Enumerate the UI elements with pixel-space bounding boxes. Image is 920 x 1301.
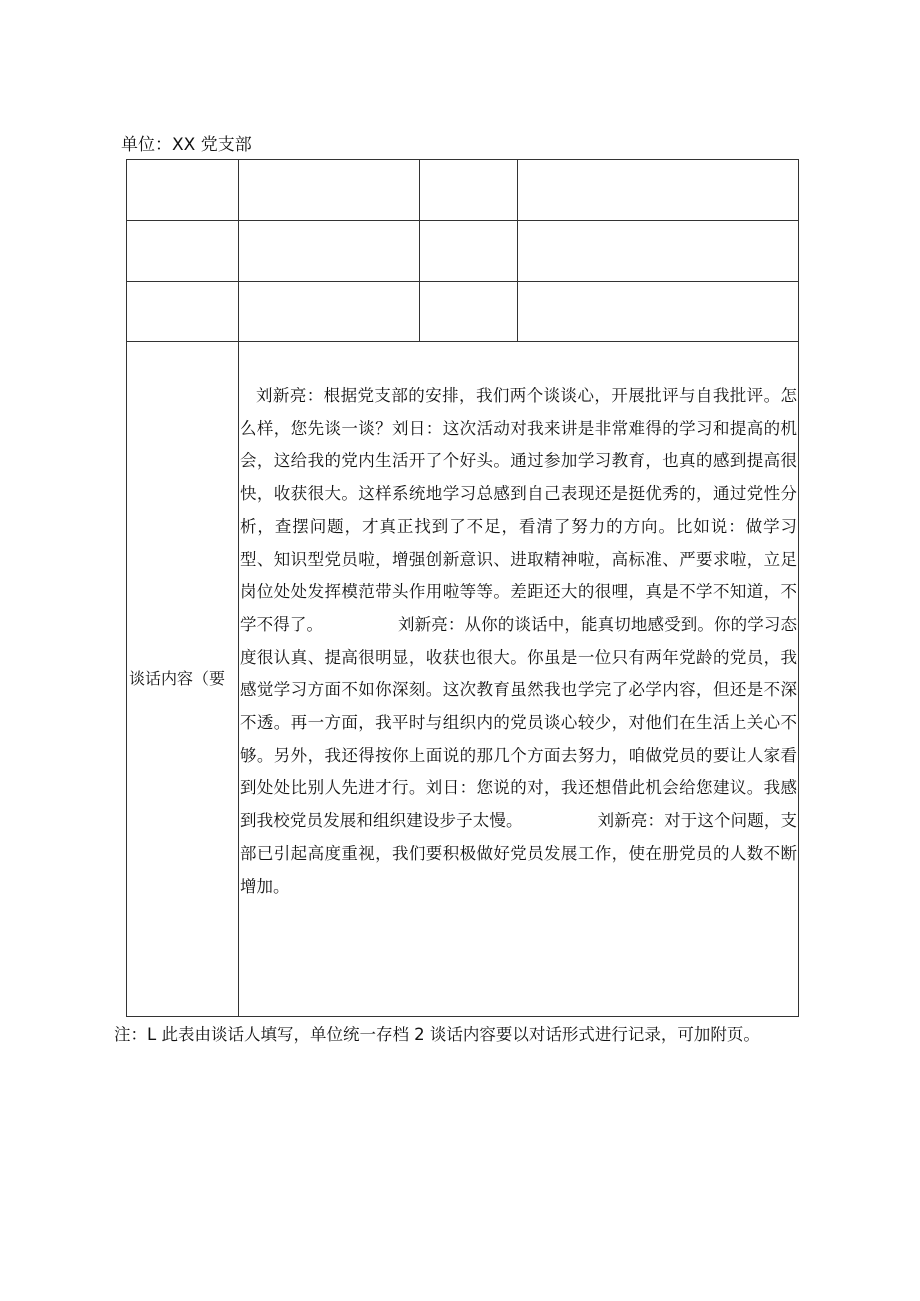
talk-record-table — [126, 159, 799, 1017]
table-cell — [518, 160, 799, 221]
content-label-cell — [127, 342, 239, 1017]
table-cell — [420, 160, 518, 221]
table-cell — [127, 221, 239, 282]
footer-note: 注：L 此表由谈话人填写，单位统一存档 2 谈话内容要以对话形式进行记录，可加附页。 — [114, 1025, 760, 1044]
talk-content-text: 刘新亮：根据党支部的安排，我们两个谈谈心，开展批评与自我批评。怎么样，您先谈一谈？刘日：这次活动对我来讲是非常难得的学习和提高的机会，这给我的党内生活开了个好头。通过参加学习教育，也真的感到提高很快，收获很大。这样系统地学习总感到自己表现还是挺优秀的，通过党性分析，查摆问题，才真正找到了不足，看清了努力的方向。比如说：做学习型、知识型党员啦，增强创新意识、进取精神啦，高标准、严要求啦，立足岗位处处发挥模范带头作用啦等等。差距还大的很哩，真是不学不知道，不学不得了。 刘新亮：从你的谈话中，能真切地感受到。你的学习态度很认真、提高很明显，收获也很大。你虽是一位只有两年党龄的党员，我感觉学习方面不如你深刻。这次教育虽然我也学完了必学内容，但还是不深不透。再一方面，我平时与组织内的党员谈心较少，对他们在生活上关心不够。另外，我还得按你上面说的那几个方面去努力，咱做党员的要让人家看到处处比别人先进才行。刘日：您说的对，我还想借此机会给您建议。我感到我校党员发展和组织建设步子太慢。 刘新亮：对于这个问题，支部已引起高度重视，我们要积极做好党员发展工作，使在册党员的人数不断增加。 — [240, 386, 797, 896]
content-row — [127, 342, 799, 1017]
table-cell — [239, 160, 420, 221]
content-cell — [239, 342, 799, 1017]
table-cell — [420, 221, 518, 282]
table-row — [127, 282, 799, 342]
table-cell — [239, 282, 420, 342]
table-cell — [420, 282, 518, 342]
content-label: 谈话内容（要 — [129, 669, 226, 688]
table-cell — [518, 221, 799, 282]
table-cell — [518, 282, 799, 342]
table-cell — [127, 282, 239, 342]
table-row — [127, 160, 799, 221]
table-cell — [127, 160, 239, 221]
table-row — [127, 221, 799, 282]
table-cell — [239, 221, 420, 282]
unit-line: 单位：XX 党支部 — [121, 135, 252, 155]
